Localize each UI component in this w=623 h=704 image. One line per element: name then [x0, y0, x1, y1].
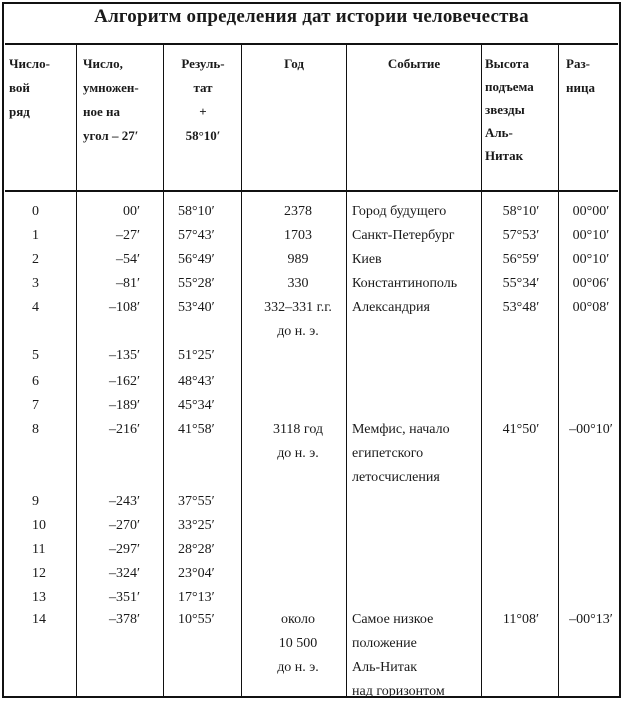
cell-d: 00°08′ — [572, 300, 610, 315]
cell-e: над горизонтом — [352, 684, 445, 699]
cell-y: до н. э. — [277, 660, 319, 675]
cell-n: 0 — [32, 204, 39, 219]
cell-r: 55°28′ — [178, 276, 215, 291]
header-number-row: Число- вой ряд — [9, 56, 50, 119]
cell-m: –162′ — [108, 374, 140, 389]
table-row — [0, 296, 623, 320]
cell-e: египетского — [352, 446, 424, 461]
cell-m: 00′ — [122, 204, 140, 219]
table-row — [0, 562, 623, 586]
cell-n: 10 — [32, 518, 46, 533]
header-multiplied: Число, умножен- ное на угол – 27′ — [83, 56, 139, 143]
cell-m: –297′ — [108, 542, 140, 557]
cell-e: Аль-Нитак — [352, 660, 418, 675]
cell-h: 55°34′ — [502, 276, 540, 291]
table-row — [0, 344, 623, 368]
cell-e: Александрия — [352, 300, 430, 315]
cell-r: 48°43′ — [178, 374, 215, 389]
table-row — [0, 632, 623, 656]
cell-r: 58°10′ — [178, 204, 215, 219]
cell-r: 56°49′ — [178, 252, 215, 267]
cell-e: Город будущего — [352, 204, 447, 219]
table-row — [0, 320, 623, 344]
cell-r: 10°55′ — [178, 612, 215, 627]
cell-d: 00°10′ — [572, 228, 610, 243]
cell-m: –54′ — [115, 252, 140, 267]
cell-m: –378′ — [108, 612, 140, 627]
cell-n: 2 — [32, 252, 39, 267]
cell-n: 4 — [32, 300, 39, 315]
table-row — [0, 200, 623, 224]
cell-e: Константинополь — [352, 276, 458, 291]
cell-e: Киев — [352, 252, 382, 267]
cell-y: около — [281, 612, 315, 627]
cell-m: –270′ — [108, 518, 140, 533]
cell-n: 7 — [32, 398, 39, 413]
cell-y: 10 500 — [278, 636, 318, 651]
cell-r: 51°25′ — [178, 348, 215, 363]
cell-d: –00°13′ — [569, 612, 613, 627]
cell-e: Санкт-Петербург — [352, 228, 455, 243]
cell-m: –189′ — [108, 398, 140, 413]
cell-r: 23°04′ — [178, 566, 215, 581]
cell-y: 332–331 г.г. — [264, 300, 332, 315]
cell-y: до н. э. — [277, 446, 319, 461]
cell-h: 58°10′ — [502, 204, 540, 219]
cell-n: 5 — [32, 348, 39, 363]
cell-m: –27′ — [115, 228, 140, 243]
table-row — [0, 442, 623, 466]
cell-m: –324′ — [108, 566, 140, 581]
cell-e: Самое низкое — [352, 612, 434, 627]
cell-h: 41°50′ — [502, 422, 540, 437]
cell-r: 17°13′ — [178, 590, 215, 605]
cell-n: 6 — [32, 374, 39, 389]
table-row — [0, 586, 623, 610]
cell-e: летосчисления — [352, 470, 440, 485]
header-event: Событие — [387, 56, 441, 71]
table-row — [0, 394, 623, 418]
cell-n: 1 — [32, 228, 39, 243]
table-row — [0, 514, 623, 538]
table-row — [0, 608, 623, 632]
cell-n: 12 — [32, 566, 46, 581]
cell-n: 14 — [32, 612, 46, 627]
table-title: Алгоритм определения дат истории человечества — [94, 6, 529, 27]
cell-n: 11 — [32, 542, 46, 557]
cell-h: 11°08′ — [502, 612, 540, 627]
cell-m: –216′ — [108, 422, 140, 437]
cell-r: 37°55′ — [178, 494, 215, 509]
cell-n: 9 — [32, 494, 39, 509]
table-row — [0, 370, 623, 394]
cell-y: 330 — [287, 276, 309, 291]
table-row — [0, 248, 623, 272]
cell-r: 41°58′ — [178, 422, 215, 437]
cell-e: положение — [352, 636, 417, 651]
cell-r: 53°40′ — [178, 300, 215, 315]
cell-y: 1703 — [284, 228, 312, 243]
cell-r: 28°28′ — [178, 542, 215, 557]
table-row — [0, 224, 623, 248]
cell-d: –00°10′ — [569, 422, 613, 437]
cell-h: 53°48′ — [502, 300, 540, 315]
title-divider — [5, 43, 618, 45]
table-row — [0, 538, 623, 562]
cell-h: 57°53′ — [502, 228, 540, 243]
header-result: Резуль- тат + 58°10′ — [181, 56, 225, 143]
cell-d: 00°06′ — [572, 276, 610, 291]
cell-r: 33°25′ — [178, 518, 215, 533]
table-row — [0, 656, 623, 680]
table-row — [0, 680, 623, 704]
table-row — [0, 418, 623, 442]
cell-m: –108′ — [108, 300, 140, 315]
cell-m: –135′ — [108, 348, 140, 363]
cell-m: –81′ — [115, 276, 140, 291]
cell-d: 00°10′ — [572, 252, 610, 267]
cell-m: –351′ — [108, 590, 140, 605]
table-row — [0, 272, 623, 296]
cell-r: 57°43′ — [178, 228, 215, 243]
cell-y: 3118 год — [272, 422, 324, 437]
cell-n: 8 — [32, 422, 39, 437]
header-divider — [5, 190, 618, 192]
cell-y: 2378 — [284, 204, 312, 219]
cell-m: –243′ — [108, 494, 140, 509]
cell-h: 56°59′ — [502, 252, 540, 267]
cell-n: 3 — [32, 276, 39, 291]
header-year: Год — [284, 56, 304, 71]
table-row — [0, 466, 623, 490]
header-difference: Раз- ница — [566, 56, 595, 95]
table-row — [0, 490, 623, 514]
header-star-height: Высота подъема звезды Аль- Нитак — [485, 56, 534, 163]
cell-e: Мемфис, начало — [352, 422, 450, 437]
cell-r: 45°34′ — [178, 398, 215, 413]
cell-d: 00°00′ — [572, 204, 610, 219]
cell-y: 989 — [287, 252, 309, 267]
cell-y: до н. э. — [277, 324, 319, 339]
cell-n: 13 — [32, 590, 46, 605]
